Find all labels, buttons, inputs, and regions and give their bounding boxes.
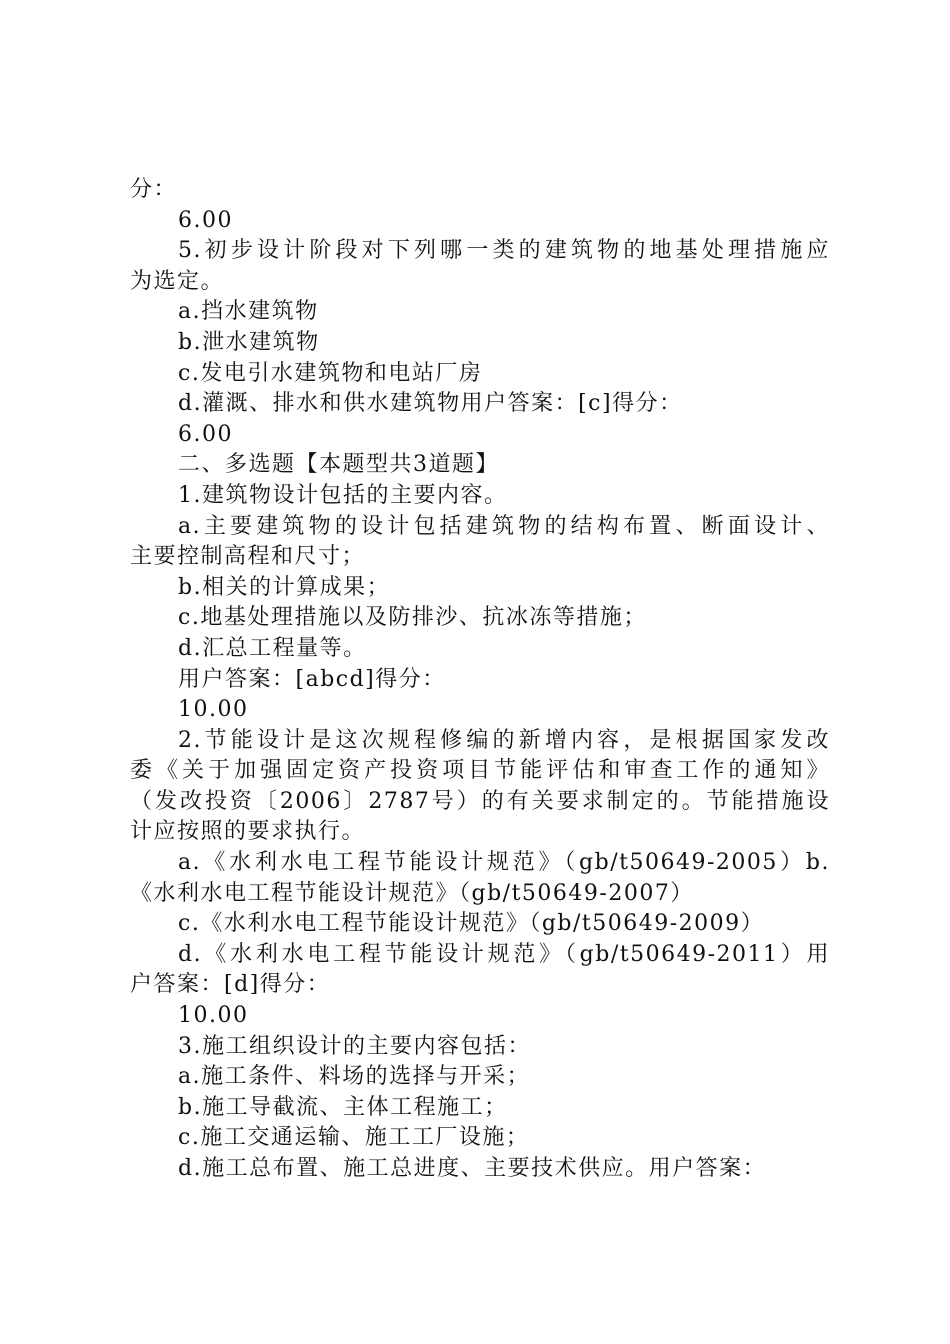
text-line: 5.初步设计阶段对下列哪一类的建筑物的地基处理措施应 [178,238,830,264]
text-line: 6.00 [178,421,233,447]
text-line: c.施工交通运输、施工工厂设施； [178,1125,530,1151]
text-line: a.主要建筑物的设计包括建筑物的结构布置、断面设计、 [178,513,830,539]
text-line: 1.建筑物设计包括的主要内容。 [178,482,508,508]
text-line: d.灌溉、排水和供水建筑物用户答案：[c]得分： [178,391,683,417]
text-line: 6.00 [178,207,233,233]
text-line: b.施工导截流、主体工程施工； [178,1094,508,1120]
text-line: 计应按照的要求执行。 [130,819,366,845]
text-line: a.施工条件、料场的选择与开采； [178,1064,531,1090]
text-line: 委《关于加强固定资产投资项目节能评估和审查工作的通知》 [130,758,830,784]
text-line: c.地基处理措施以及防排沙、抗冰冻等措施； [178,605,647,631]
text-line: d.汇总工程量等。 [178,635,367,661]
text-line: c.《水利水电工程节能设计规范》（gb/t50649-2009） [178,911,765,937]
text-line: 户答案：[d]得分： [130,972,331,998]
text-line: 为选定。 [130,268,225,294]
document-body [130,175,830,1185]
text-line: a.《水利水电工程节能设计规范》（gb/t50649-2005）b. [178,850,830,876]
text-line: b.泄水建筑物 [178,329,320,355]
text-line: a.挡水建筑物 [178,299,319,325]
text-line: 《水利水电工程节能设计规范》（gb/t50649-2007） [130,880,694,906]
text-line: d.施工总布置、施工总进度、主要技术供应。用户答案： [178,1156,767,1181]
text-line: c.发电引水建筑物和电站厂房 [178,360,483,386]
text-line: d.《水利水电工程节能设计规范》（gb/t50649-2011）用 [178,941,830,967]
text-line: 3.施工组织设计的主要内容包括： [178,1033,531,1059]
text-line: 主要控制高程和尺寸； [130,544,366,570]
text-line: b.相关的计算成果； [178,574,391,600]
text-line: 2.节能设计是这次规程修编的新增内容，是根据国家发改 [178,727,830,753]
text-line: 10.00 [178,1003,249,1029]
text-line: 二、多选题【本题型共3道题】 [178,452,499,478]
text-line: 10.00 [178,697,249,723]
text-line: （发改投资〔2006〕2787号）的有关要求制定的。节能措施设 [130,788,830,814]
text-line: 用户答案：[abcd]得分： [178,666,446,692]
text-line: 分： [130,177,178,202]
